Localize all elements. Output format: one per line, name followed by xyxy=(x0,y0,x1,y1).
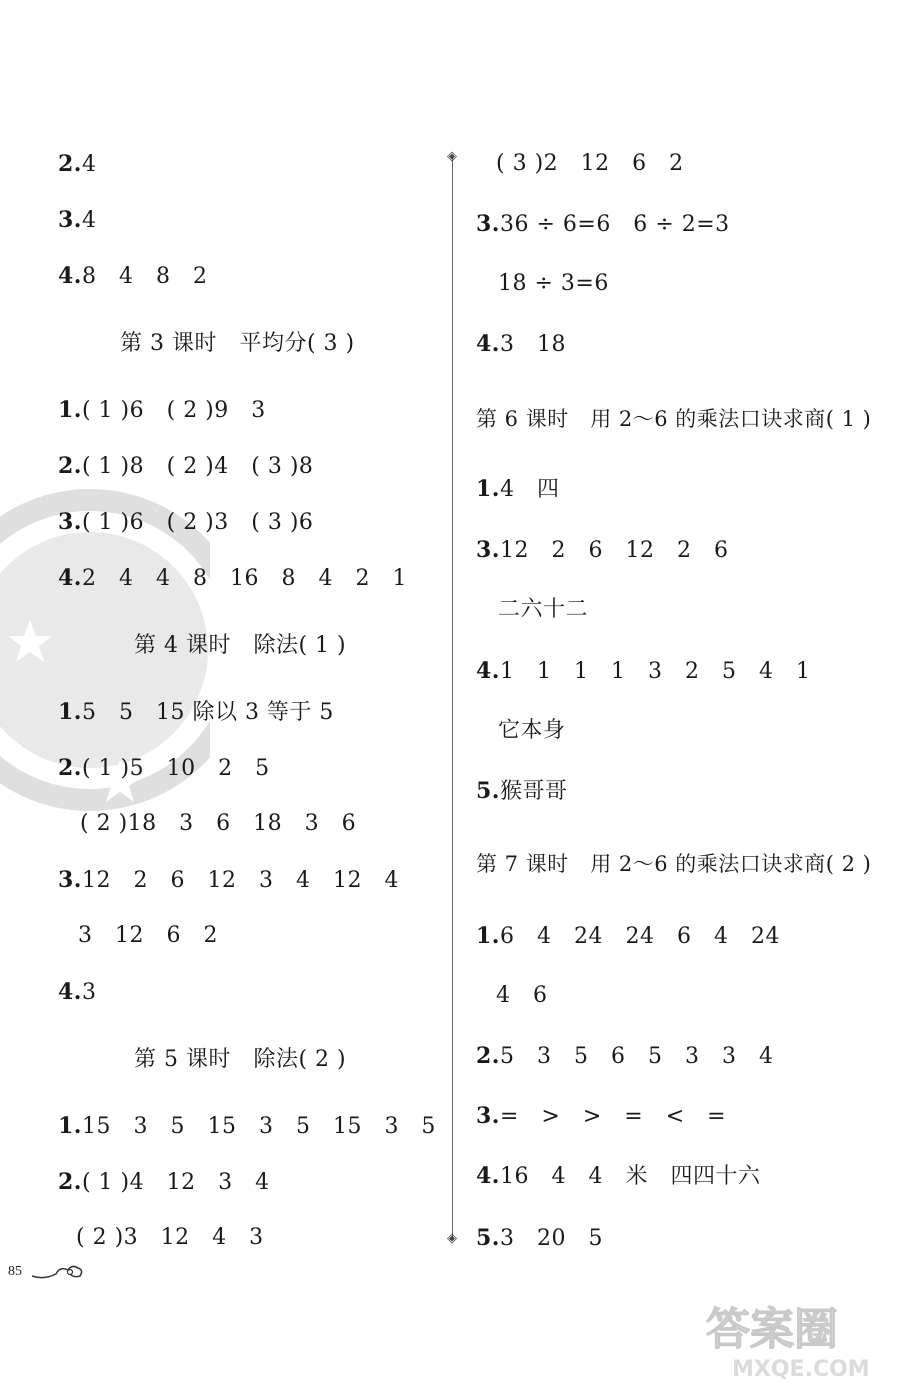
answer-line: 18 ÷ 3=6 xyxy=(498,271,609,296)
answer-line: 3.36 ÷ 6=6 6 ÷ 2=3 xyxy=(476,211,730,237)
answer-line: ( 2 )18 3 6 18 3 6 xyxy=(80,811,357,836)
page-number: 85 xyxy=(8,1264,22,1279)
svg-text:MXQE.COM: MXQE.COM xyxy=(732,1357,870,1382)
site-watermark-logo xyxy=(702,1296,882,1382)
answer-line: 5.3 20 5 xyxy=(476,1225,603,1251)
section-heading: 第 6 课时 用 2～6 的乘法口诀求商( 1 ) xyxy=(476,407,872,431)
section-heading: 第 5 课时 除法( 2 ) xyxy=(134,1047,347,1072)
answer-line: 3.12 2 6 12 2 6 xyxy=(476,537,729,563)
divider-bottom-ornament: ◈ xyxy=(447,1231,457,1246)
answer-line: 1.5 5 15 除以 3 等于 5 xyxy=(58,699,334,725)
answer-line: ( 2 )3 12 4 3 xyxy=(76,1225,264,1250)
answer-line: 3.( 1 )6 ( 2 )3 ( 3 )6 xyxy=(58,509,314,535)
answer-line: 它本身 xyxy=(498,718,566,743)
answer-line: 1.4 四 xyxy=(476,476,560,502)
answer-line: 2.( 1 )8 ( 2 )4 ( 3 )8 xyxy=(58,453,314,479)
answer-line: 1.( 1 )6 ( 2 )9 3 xyxy=(58,397,266,423)
answer-line: 1.6 4 24 24 6 4 24 xyxy=(476,923,780,949)
answer-line: 4.16 4 4 米 四四十六 xyxy=(476,1163,761,1189)
answer-line: 4.1 1 1 1 3 2 5 4 1 xyxy=(476,658,811,684)
answer-line: 2.( 1 )5 10 2 5 xyxy=(58,755,270,781)
answer-line: 3 12 6 2 xyxy=(78,923,218,948)
answer-line: 5.猴哥哥 xyxy=(476,778,568,804)
column-divider xyxy=(452,158,453,1240)
answer-line: 4 6 xyxy=(496,983,548,1008)
answer-line: 2.5 3 5 6 5 3 3 4 xyxy=(476,1043,774,1069)
answer-line: 3.4 xyxy=(58,207,97,233)
answer-line: 2.4 xyxy=(58,151,97,177)
cloud-ornament-icon xyxy=(30,1262,86,1282)
answer-line: 4.2 4 4 8 16 8 4 2 1 xyxy=(58,565,407,591)
svg-text:答案圈: 答案圈 xyxy=(706,1304,838,1355)
section-heading: 第 3 课时 平均分( 3 ) xyxy=(120,331,355,356)
divider-top-ornament: ◈ xyxy=(447,149,457,164)
section-heading: 第 7 课时 用 2～6 的乘法口诀求商( 2 ) xyxy=(476,852,872,876)
answer-line: 2.( 1 )4 12 3 4 xyxy=(58,1169,270,1195)
answer-line: 4.3 xyxy=(58,979,97,1005)
answer-line: 3.= > > = < = xyxy=(476,1103,727,1129)
answer-line: 4.3 18 xyxy=(476,331,566,357)
answer-line: 1.15 3 5 15 3 5 15 3 5 xyxy=(58,1113,436,1139)
answer-line: 4.8 4 8 2 xyxy=(58,263,208,289)
answer-line: 二六十二 xyxy=(498,597,589,622)
answer-line: 3.12 2 6 12 3 4 12 4 xyxy=(58,867,399,893)
answer-line: ( 3 )2 12 6 2 xyxy=(496,151,684,176)
section-heading: 第 4 课时 除法( 1 ) xyxy=(134,633,347,658)
